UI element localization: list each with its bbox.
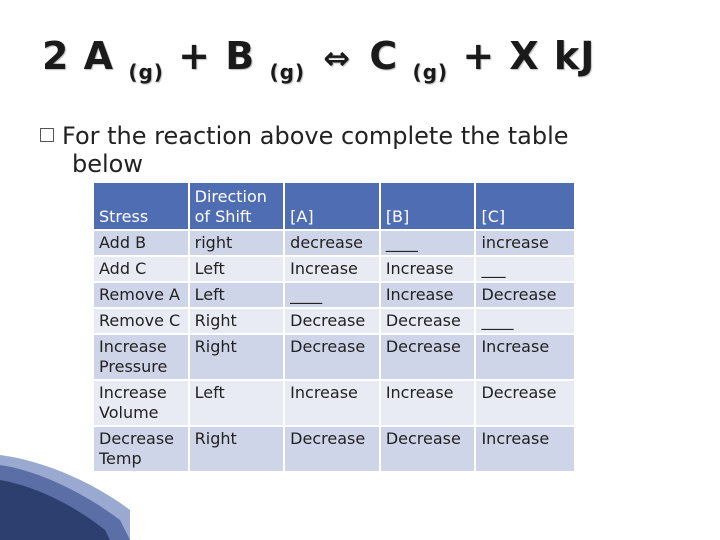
cell-c: ____ [475,308,575,334]
cell-direction: Right [189,334,285,380]
cell-direction: right [189,230,285,256]
table-row [93,256,575,282]
cell-stress: Add C [93,256,189,282]
header-c: [C] [475,182,575,230]
cell-a: ____ [284,282,380,308]
instruction-bullet [40,122,700,178]
cell-c: ___ [475,256,575,282]
cell-direction: Left [189,256,285,282]
energy-term: X kJ [509,34,596,78]
cell-stress: Increase Pressure [93,334,189,380]
cell-b: Decrease [380,334,476,380]
cell-c: increase [475,230,575,256]
cell-direction: Right [189,426,285,472]
equation-title [42,34,596,84]
product-c-state: (g) [412,60,449,84]
cell-direction: Left [189,380,285,426]
table-row [93,426,575,472]
plus-sign-1: + [178,34,212,78]
cell-c: Decrease [475,380,575,426]
cell-b: ____ [380,230,476,256]
header-direction: Direction of Shift [189,182,285,230]
cell-c: Increase [475,426,575,472]
table-row [93,380,575,426]
cell-stress: Decrease Temp [93,426,189,472]
cell-b: Decrease [380,426,476,472]
equilibrium-arrow-icon: ⇔ [323,39,352,77]
plus-sign-2: + [462,34,496,78]
cell-direction: Left [189,282,285,308]
cell-b: Increase [380,282,476,308]
header-b: [B] [380,182,476,230]
reactant-b-state: (g) [269,60,306,84]
cell-b: Increase [380,256,476,282]
cell-a: Decrease [284,308,380,334]
cell-b: Decrease [380,308,476,334]
reactant-a-state: (g) [128,60,164,84]
cell-c: Decrease [475,282,575,308]
instruction-line-1: For the reaction above complete the table [62,122,569,150]
cell-direction: Right [189,308,285,334]
table-row [93,282,575,308]
cell-a: Increase [284,256,380,282]
table-header-row [93,182,575,230]
reactant-b: B [225,34,256,78]
cell-a: Decrease [284,426,380,472]
cell-a: Decrease [284,334,380,380]
table-row [93,230,575,256]
table-row [93,334,575,380]
table-row [93,308,575,334]
instruction-line-2: below [72,150,143,178]
cell-c: Increase [475,334,575,380]
product-c: C [369,34,399,78]
cell-stress: Add B [93,230,189,256]
bullet-box-icon [40,128,54,142]
cell-stress: Increase Volume [93,380,189,426]
cell-stress: Remove A [93,282,189,308]
header-a: [A] [284,182,380,230]
cell-a: Increase [284,380,380,426]
reactant-a: 2 A [42,34,115,78]
cell-b: Increase [380,380,476,426]
cell-a: decrease [284,230,380,256]
equilibrium-table [92,181,576,473]
cell-stress: Remove C [93,308,189,334]
header-stress: Stress [93,182,189,230]
